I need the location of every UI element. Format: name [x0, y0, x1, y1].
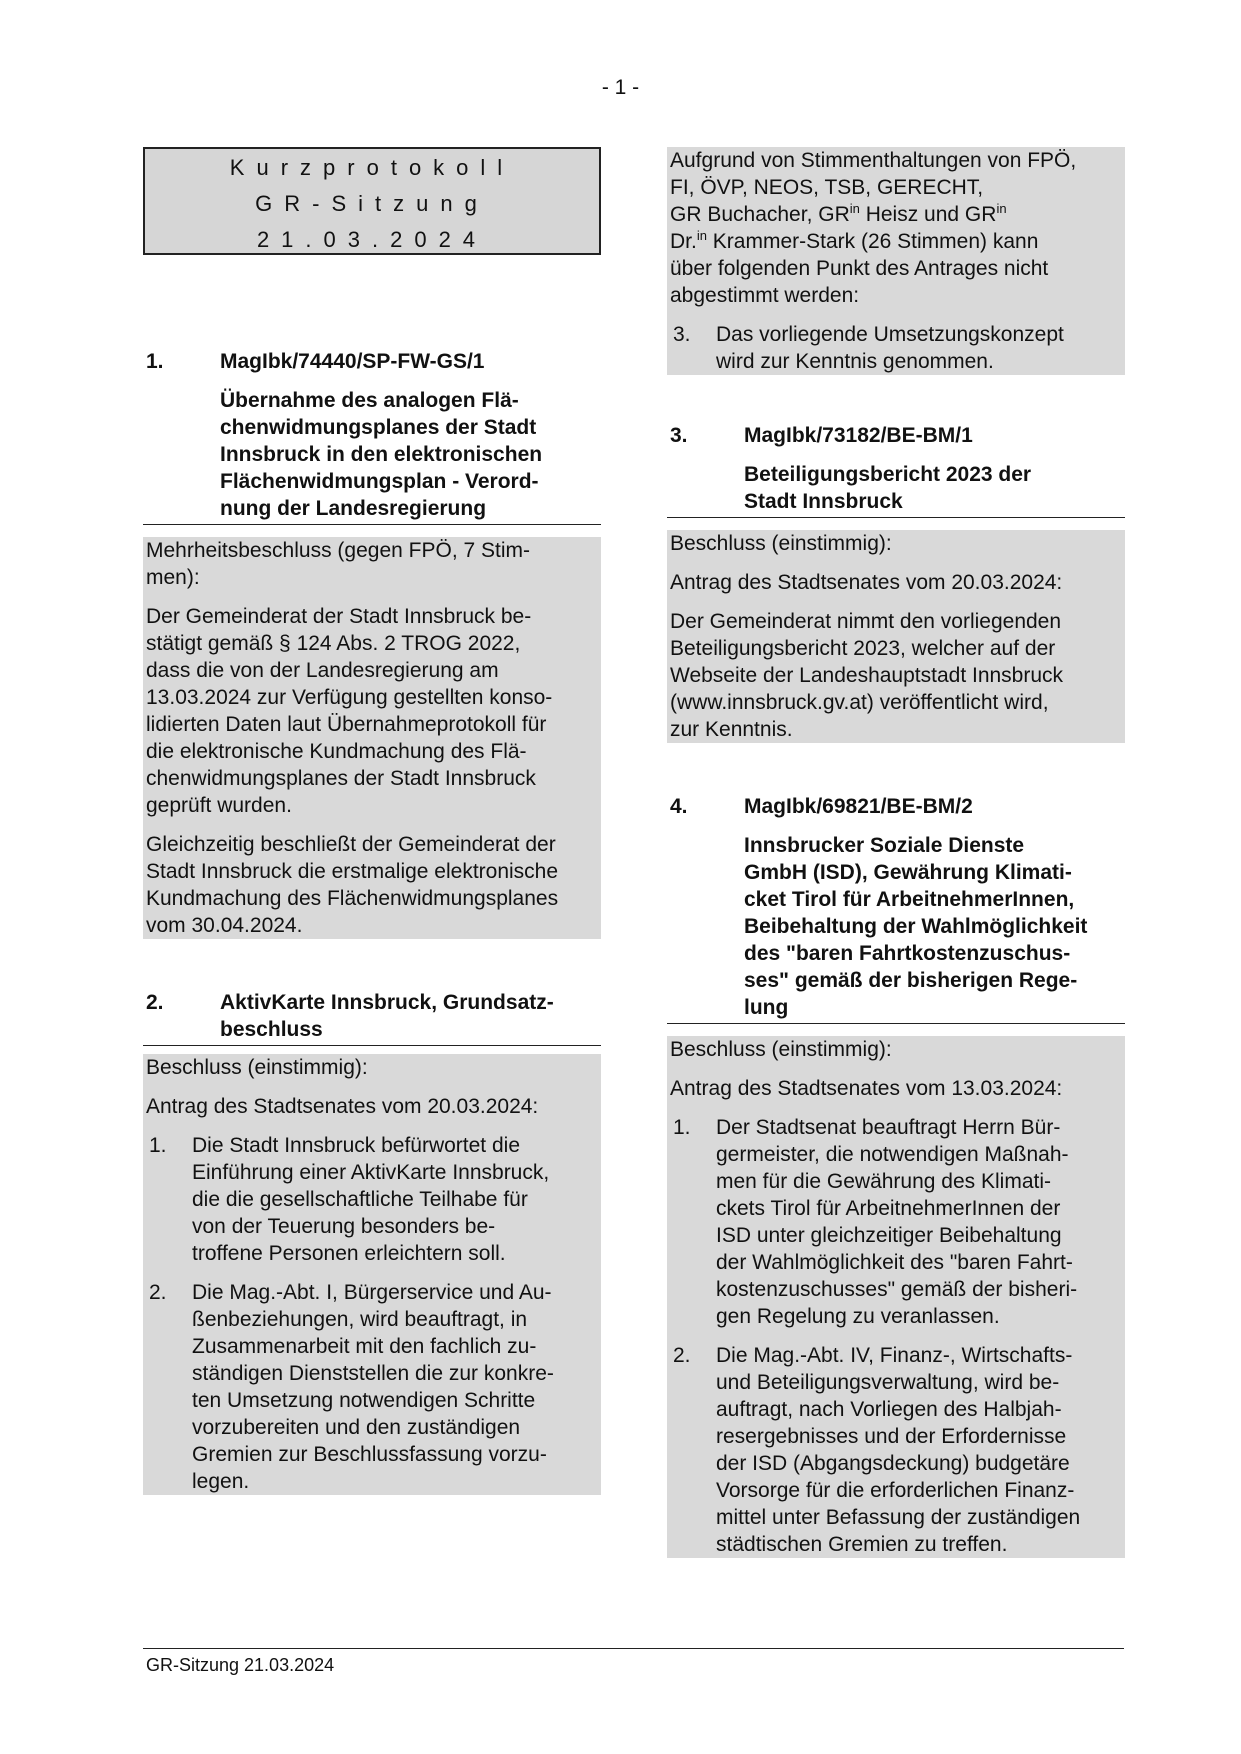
text-line: die elektronische Kundmachung des Flä-	[146, 740, 527, 763]
text-line: troffene Personen erleichtern soll.	[192, 1242, 506, 1265]
text-line: der ISD (Abgangsdeckung) budgetäre	[716, 1452, 1070, 1475]
item-3-reference: MagIbk/73182/BE-BM/1	[744, 424, 973, 447]
item-4-title	[744, 832, 1125, 1021]
text-line: Der Gemeinderat der Stadt Innsbruck be-	[146, 605, 532, 628]
item-3-paragraph	[670, 608, 1122, 743]
text-line: und Beteiligungsverwaltung, wird be-	[716, 1371, 1060, 1394]
item-1-header	[143, 348, 601, 525]
item-2-header	[143, 989, 601, 1046]
text-line: men):	[146, 566, 200, 589]
item-1-divider	[143, 524, 601, 525]
text-line: ßenbeziehungen, wird beauftragt, in	[192, 1308, 528, 1331]
text-line: dass die von der Landesregierung am	[146, 659, 499, 682]
item-4-title-line: GmbH (ISD), Gewährung Klimati-	[744, 861, 1072, 884]
item-4-header	[667, 793, 1125, 1024]
text-line: Die Stadt Innsbruck befürwortet die	[192, 1134, 521, 1157]
item-4-divider	[667, 1023, 1125, 1024]
item-4-title-line: ses" gemäß der bisherigen Rege-	[744, 969, 1078, 992]
text-line: von der Teuerung besonders be-	[192, 1215, 496, 1238]
text-line: vorzubereiten und den zuständigen	[192, 1416, 521, 1439]
left-column	[143, 348, 601, 1495]
item-1-title-line: chenwidmungsplanes der Stadt	[220, 416, 537, 439]
text-line: Beteiligungsbericht 2023, welcher auf der	[670, 637, 1056, 660]
text-line: stätigt gemäß § 124 Abs. 2 TROG 2022,	[146, 632, 521, 655]
item-2-number: 2.	[146, 991, 164, 1014]
text-line: chenwidmungsplanes der Stadt Innsbruck	[146, 767, 536, 790]
text-line: (www.innsbruck.gv.at) veröffentlicht wird,	[670, 691, 1049, 714]
point-number: 1.	[149, 1134, 167, 1157]
text-line: Stadt Innsbruck die erstmalige elektronische	[146, 860, 559, 883]
item-4-title-line: des "baren Fahrtkostenzuschus-	[744, 942, 1071, 965]
item-2-point-1	[146, 1132, 598, 1267]
text-line: mittel unter Befassung der zuständigen	[716, 1506, 1081, 1529]
item-2-title-line: AktivKarte Innsbruck, Grundsatz-	[220, 991, 554, 1014]
text-line: ckets Tirol für ArbeitnehmerInnen der	[716, 1197, 1061, 1220]
item-1-number: 1.	[146, 350, 164, 373]
title-line-1: Kurzprotokoll	[229, 155, 515, 180]
item-4-body	[667, 1036, 1125, 1558]
footer-text: GR-Sitzung 21.03.2024	[146, 1655, 335, 1675]
text-line: der Wahlmöglichkeit des "baren Fahrt-	[716, 1251, 1073, 1274]
item-1-reference: MagIbk/74440/SP-FW-GS/1	[220, 350, 485, 373]
item-3-number: 3.	[670, 424, 688, 447]
abstention-paragraph	[670, 147, 1122, 309]
text-line: ten Umsetzung notwendigen Schritte	[192, 1389, 536, 1412]
text-line: auftragt, nach Vorliegen des Halbjah-	[716, 1398, 1062, 1421]
text-line: legen.	[192, 1470, 250, 1493]
item-3-decision: Beschluss (einstimmig):	[670, 532, 892, 555]
footer-divider	[143, 1648, 1124, 1649]
text-line: die die gesellschaftliche Teilhabe für	[192, 1188, 528, 1211]
text-line: Die Mag.-Abt. IV, Finanz-, Wirtschafts-	[716, 1344, 1073, 1367]
text-line: zur Kenntnis.	[670, 718, 793, 741]
text-line: lidierten Daten laut Übernahmeprotokoll für	[146, 713, 547, 736]
item-3-title-line: Beteiligungsbericht 2023 der	[744, 463, 1032, 486]
text-line: Mehrheitsbeschluss (gegen FPÖ, 7 Stim-	[146, 539, 530, 562]
point-number: 3.	[673, 323, 691, 346]
item-2-point-2	[146, 1279, 598, 1495]
text-line: städtischen Gremien zu treffen.	[716, 1533, 1008, 1556]
text-line: Dr.	[670, 230, 697, 253]
item-3-motion: Antrag des Stadtsenates vom 20.03.2024:	[670, 571, 1063, 594]
item-4-number: 4.	[670, 795, 688, 818]
item-3-divider	[667, 517, 1125, 518]
item-1-paragraph-1	[146, 603, 598, 819]
text-line: men für die Gewährung des Klimati-	[716, 1170, 1051, 1193]
item-4-title-line: Beibehaltung der Wahlmöglichkeit	[744, 915, 1088, 938]
text-line: germeister, die notwendigen Maßnah-	[716, 1143, 1069, 1166]
text-line: ISD unter gleichzeitiger Beibehaltung	[716, 1224, 1062, 1247]
item-1-title-line: Übernahme des analogen Flä-	[220, 389, 519, 412]
point-number: 2.	[673, 1344, 691, 1367]
item-1-body	[143, 537, 601, 939]
text-line: kostenzuschusses" gemäß der bisheri-	[716, 1278, 1078, 1301]
item-4-title-line: lung	[744, 996, 789, 1019]
text-line: FI, ÖVP, NEOS, TSB, GERECHT,	[670, 176, 984, 199]
item-2-body	[143, 1054, 601, 1495]
page-number: - 1 -	[601, 76, 640, 99]
item-4-title-line: Innsbrucker Soziale Dienste	[744, 834, 1025, 857]
item-1-title	[220, 387, 601, 522]
text-line: Webseite der Landeshauptstadt Innsbruck	[670, 664, 1064, 687]
item-4-motion: Antrag des Stadtsenates vom 13.03.2024:	[670, 1077, 1063, 1100]
text-line: Krammer-Stark (26 Stimmen) kann	[706, 230, 1039, 253]
item-2-title-line: beschluss	[220, 1018, 323, 1041]
item-3-header	[667, 422, 1125, 518]
text-line: vom 30.04.2024.	[146, 914, 303, 937]
item-1-title-line: Innsbruck in den elektronischen	[220, 443, 543, 466]
text-line: GR Buchacher, GR	[670, 203, 850, 226]
text-line: resergebnisses und der Erfordernisse	[716, 1425, 1067, 1448]
item-3-title	[744, 461, 1125, 515]
item-4-point-2	[670, 1342, 1122, 1558]
text-line: Vorsorge für die erforderlichen Finanz-	[716, 1479, 1075, 1502]
item-4-reference: MagIbk/69821/BE-BM/2	[744, 795, 973, 818]
item-4-decision: Beschluss (einstimmig):	[670, 1038, 892, 1061]
item-3-body	[667, 530, 1125, 743]
item-1-title-line: Flächenwidmungsplan - Verord-	[220, 470, 539, 493]
item-1-paragraph-2	[146, 831, 598, 939]
text-line: Zusammenarbeit mit den fachlich zu-	[192, 1335, 537, 1358]
superscript: in	[849, 201, 860, 216]
item-2-decision: Beschluss (einstimmig):	[146, 1056, 368, 1079]
item-1-title-line: nung der Landesregierung	[220, 497, 487, 520]
text-line: Gremien zur Beschlussfassung vorzu-	[192, 1443, 547, 1466]
text-line: Gleichzeitig beschließt der Gemeinderat der	[146, 833, 556, 856]
item-4-point-1	[670, 1114, 1122, 1330]
superscript: in	[996, 201, 1007, 216]
right-column	[667, 147, 1125, 1558]
text-line: Heisz und GR	[859, 203, 997, 226]
item-2-divider	[143, 1045, 601, 1046]
point-number: 2.	[149, 1281, 167, 1304]
item-2-motion: Antrag des Stadtsenates vom 20.03.2024:	[146, 1095, 539, 1118]
superscript: in	[696, 228, 707, 243]
text-line: Das vorliegende Umsetzungskonzept	[716, 323, 1064, 346]
item-2-point-3	[670, 321, 1122, 375]
item-1-decision	[146, 537, 598, 591]
text-line: geprüft wurden.	[146, 794, 292, 817]
text-line: wird zur Kenntnis genommen.	[716, 350, 994, 373]
item-2-continuation	[667, 147, 1125, 375]
text-line: Einführung einer AktivKarte Innsbruck,	[192, 1161, 550, 1184]
text-line: 13.03.2024 zur Verfügung gestellten konso-	[146, 686, 553, 709]
text-line: abgestimmt werden:	[670, 284, 860, 307]
point-number: 1.	[673, 1116, 691, 1139]
text-line: Der Stadtsenat beauftragt Herrn Bür-	[716, 1116, 1061, 1139]
text-line: Aufgrund von Stimmenthaltungen von FPÖ,	[670, 149, 1077, 172]
item-2-title	[220, 989, 601, 1043]
text-line: Die Mag.-Abt. I, Bürgerservice und Au-	[192, 1281, 552, 1304]
text-line: Der Gemeinderat nimmt den vorliegenden	[670, 610, 1062, 633]
text-line: gen Regelung zu veranlassen.	[716, 1305, 1000, 1328]
text-line: ständigen Dienststellen die zur konkre-	[192, 1362, 554, 1385]
title-box	[143, 147, 601, 255]
text-line: Kundmachung des Flächenwidmungsplanes	[146, 887, 559, 910]
item-3-title-line: Stadt Innsbruck	[744, 490, 903, 513]
title-line-3: 21.03.2024	[256, 227, 488, 252]
item-4-title-line: cket Tirol für ArbeitnehmerInnen,	[744, 888, 1075, 911]
text-line: über folgenden Punkt des Antrages nicht	[670, 257, 1049, 280]
title-line-2: GR-Sitzung	[255, 191, 489, 216]
